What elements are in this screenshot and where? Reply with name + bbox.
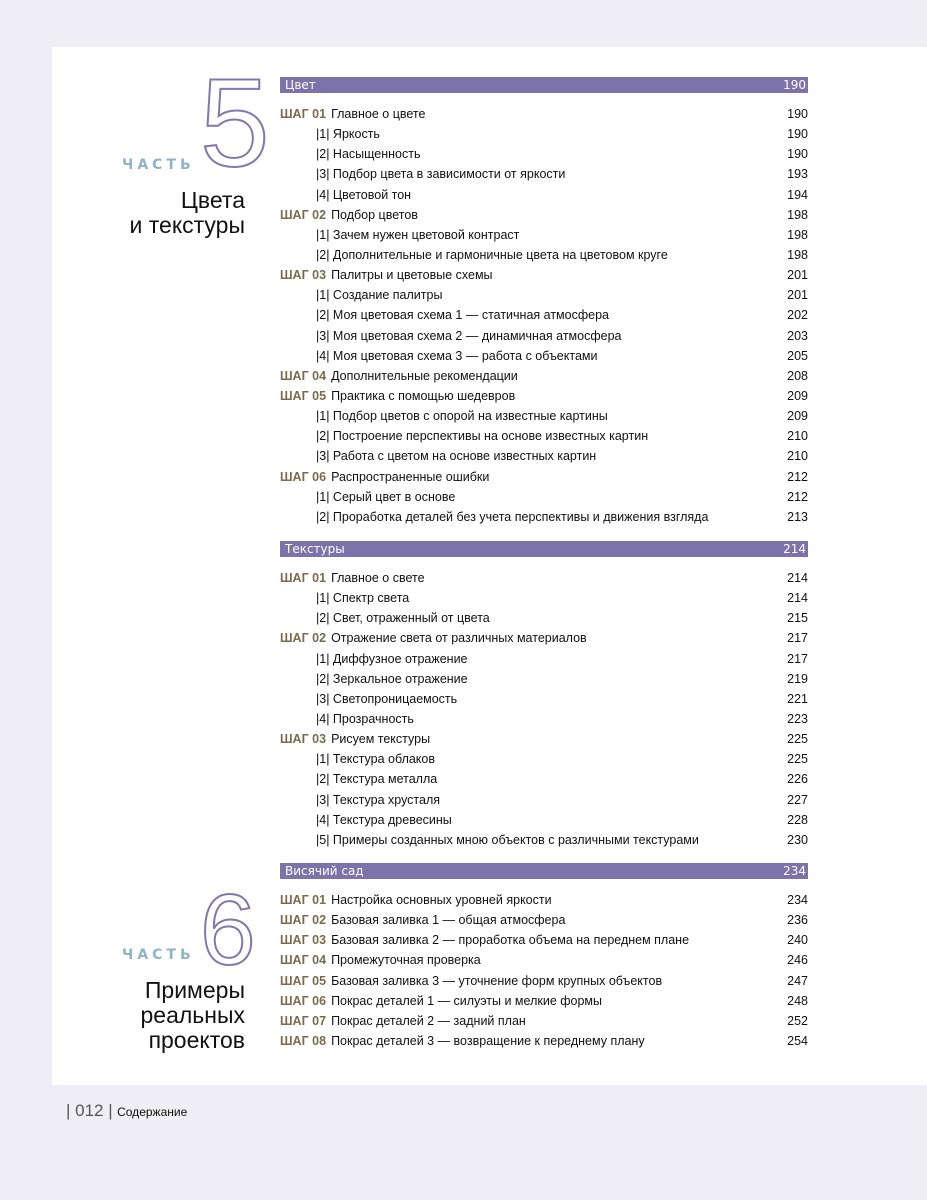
entry-title: |2| Свет, отраженный от цвета xyxy=(316,611,490,626)
entry-title: |4| Моя цветовая схема 3 — работа с объектами xyxy=(316,348,598,363)
entry-title: |1| Текстура облаков xyxy=(316,752,436,767)
section-title: Текстуры xyxy=(285,542,345,556)
part-number: 6 xyxy=(200,874,256,986)
entry-page: 230 xyxy=(787,832,808,847)
step-label: ШАГ 03 xyxy=(280,268,327,283)
step-label: ШАГ 02 xyxy=(280,913,327,928)
toc-entry[interactable] xyxy=(280,124,808,144)
entry-title: Рисуем текстуры xyxy=(331,732,431,747)
entry-page: 226 xyxy=(787,772,808,787)
entry-page: 212 xyxy=(787,469,808,484)
section-header[interactable] xyxy=(280,77,808,93)
part-title xyxy=(130,188,245,238)
toc-entry[interactable] xyxy=(280,608,808,628)
part-number: 5 xyxy=(200,54,270,193)
toc-entry[interactable] xyxy=(280,588,808,608)
part-title-line: реальных xyxy=(140,1002,245,1028)
entry-title: |1| Серый цвет в основе xyxy=(316,489,456,504)
toc-entry[interactable] xyxy=(280,810,808,830)
toc-entry[interactable] xyxy=(280,446,808,466)
toc-entry[interactable] xyxy=(280,426,808,446)
entry-page: 194 xyxy=(787,187,808,202)
entry-title: Практика с помощью шедевров xyxy=(331,388,516,403)
toc-entry[interactable] xyxy=(280,910,808,930)
toc-entry[interactable] xyxy=(280,406,808,426)
entry-page: 190 xyxy=(787,127,808,142)
part-title xyxy=(140,978,245,1053)
toc-entry[interactable] xyxy=(280,326,808,346)
entry-page: 213 xyxy=(787,509,808,524)
entry-page: 198 xyxy=(787,227,808,242)
entry-page: 225 xyxy=(787,752,808,767)
entry-title: |5| Примеры созданных мною объектов с различными текстурами xyxy=(316,832,699,847)
entry-title: |1| Создание палитры xyxy=(316,288,443,303)
entry-page: 248 xyxy=(787,993,808,1008)
entry-title: |2| Дополнительные и гармоничные цвета на цветовом круге xyxy=(316,247,668,262)
entry-title: |2| Проработка деталей без учета перспективы и движения взгляда xyxy=(316,509,709,524)
step-label: ШАГ 04 xyxy=(280,368,327,383)
entry-title: |1| Зачем нужен цветовой контраст xyxy=(316,227,520,242)
part-label: ЧАСТЬ xyxy=(122,947,195,963)
entry-title: Главное о цвете xyxy=(331,107,426,121)
entry-page: 209 xyxy=(787,409,808,424)
entry-page: 223 xyxy=(787,711,808,726)
toc-entry[interactable] xyxy=(280,950,808,970)
entry-page: 234 xyxy=(787,893,808,907)
step-label: ШАГ 08 xyxy=(280,1033,327,1048)
toc-entry[interactable] xyxy=(280,305,808,325)
entry-title: Промежуточная проверка xyxy=(331,953,481,968)
step-label: ШАГ 04 xyxy=(280,953,327,968)
entry-title: |4| Прозрачность xyxy=(316,711,414,726)
toc-entry[interactable] xyxy=(280,890,808,910)
toc-entry[interactable] xyxy=(280,487,808,507)
toc-entry[interactable] xyxy=(280,245,808,265)
entry-page: 198 xyxy=(787,207,808,222)
toc-entry[interactable] xyxy=(280,749,808,769)
toc-entry[interactable] xyxy=(280,769,808,789)
toc-entry[interactable] xyxy=(280,467,808,487)
entry-page: 254 xyxy=(787,1033,808,1048)
toc-entry[interactable] xyxy=(280,225,808,245)
entry-title: Базовая заливка 3 — уточнение форм крупных объектов xyxy=(331,973,663,988)
entry-title: |3| Моя цветовая схема 2 — динамичная атмосфера xyxy=(316,328,622,343)
entry-title: Палитры и цветовые схемы xyxy=(331,268,493,283)
entry-title: |2| Построение перспективы на основе известных картин xyxy=(316,429,649,444)
step-label: ШАГ 01 xyxy=(280,893,327,907)
toc-entry[interactable] xyxy=(280,104,808,124)
toc-entry[interactable] xyxy=(280,205,808,225)
entry-title: |3| Подбор цвета в зависимости от яркости xyxy=(316,167,566,182)
section-title: Цвет xyxy=(285,78,316,92)
entry-page: 217 xyxy=(787,651,808,666)
entry-title: |2| Моя цветовая схема 1 — статичная атмосфера xyxy=(316,308,609,323)
part-title-line: Примеры xyxy=(144,977,245,1003)
entry-page: 221 xyxy=(787,691,808,706)
section-page: 214 xyxy=(783,542,806,556)
entry-page: 236 xyxy=(787,913,808,928)
entry-title: |1| Яркость xyxy=(316,127,380,142)
toc-section-hanging-garden xyxy=(280,863,808,1051)
step-label: ШАГ 07 xyxy=(280,1013,327,1028)
toc-entry[interactable] xyxy=(280,1031,808,1051)
toc-entry[interactable] xyxy=(280,709,808,729)
entry-page: 210 xyxy=(787,429,808,444)
entry-title: |3| Работа с цветом на основе известных картин xyxy=(316,449,597,464)
toc-entry[interactable] xyxy=(280,285,808,305)
step-label: ШАГ 01 xyxy=(280,107,327,121)
entry-page: 201 xyxy=(787,268,808,283)
section-page: 234 xyxy=(783,864,806,878)
entry-title: |4| Цветовой тон xyxy=(316,187,412,202)
step-label: ШАГ 05 xyxy=(280,973,327,988)
entry-page: 212 xyxy=(787,489,808,504)
entry-title: Отражение света от различных материалов xyxy=(331,631,587,646)
part-label: ЧАСТЬ xyxy=(122,157,195,173)
toc-entry[interactable] xyxy=(280,265,808,285)
toc-entry[interactable] xyxy=(280,930,808,950)
entry-title: Распространенные ошибки xyxy=(331,469,490,484)
step-label: ШАГ 01 xyxy=(280,571,327,585)
entry-title: Базовая заливка 1 — общая атмосфера xyxy=(331,913,566,928)
entry-page: 214 xyxy=(787,571,808,585)
entry-title: |1| Подбор цветов с опорой на известные картины xyxy=(316,409,608,424)
entry-title: |2| Зеркальное отражение xyxy=(316,671,468,686)
entry-page: 205 xyxy=(787,348,808,363)
entry-page: 214 xyxy=(787,591,808,606)
toc-entry[interactable] xyxy=(280,649,808,669)
toc-entry[interactable] xyxy=(280,507,808,527)
step-label: ШАГ 02 xyxy=(280,207,327,222)
toc-section-color xyxy=(280,77,808,527)
entry-title: |2| Текстура металла xyxy=(316,772,438,787)
entry-page: 193 xyxy=(787,167,808,182)
entry-page: 209 xyxy=(787,388,808,403)
entry-title: Дополнительные рекомендации xyxy=(331,368,518,383)
entry-page: 208 xyxy=(787,368,808,383)
entry-title: Главное о свете xyxy=(331,571,425,585)
step-label: ШАГ 06 xyxy=(280,469,327,484)
part-title-line: и текстуры xyxy=(129,212,245,238)
entry-page: 190 xyxy=(787,147,808,162)
section-header[interactable] xyxy=(280,541,808,557)
toc-entry[interactable] xyxy=(280,790,808,810)
section-title: Висячий сад xyxy=(285,864,364,878)
entry-title: Базовая заливка 2 — проработка объема на переднем плане xyxy=(331,933,690,948)
section-page: 190 xyxy=(783,78,806,92)
toc-entry[interactable] xyxy=(280,971,808,991)
toc-entry[interactable] xyxy=(280,366,808,386)
toc-entry[interactable] xyxy=(280,991,808,1011)
entry-page: 215 xyxy=(787,611,808,626)
toc-section-textures xyxy=(280,541,808,850)
part-title-line: проектов xyxy=(148,1027,245,1053)
step-label: ШАГ 03 xyxy=(280,933,327,948)
entry-title: Подбор цветов xyxy=(331,207,418,222)
entry-title: Покрас деталей 3 — возвращение к переднему плану xyxy=(331,1033,645,1048)
footer-label: Содержание xyxy=(117,1105,188,1119)
toc-entry[interactable] xyxy=(280,386,808,406)
entry-page: 252 xyxy=(787,1013,808,1028)
step-label: ШАГ 06 xyxy=(280,993,327,1008)
entry-page: 247 xyxy=(787,973,808,988)
toc-entry[interactable] xyxy=(280,1011,808,1031)
entry-title: Покрас деталей 2 — задний план xyxy=(331,1013,526,1028)
entry-page: 246 xyxy=(787,953,808,968)
entry-title: |2| Насыщенность xyxy=(316,147,421,162)
entry-page: 201 xyxy=(787,288,808,303)
entry-page: 227 xyxy=(787,792,808,807)
entry-page: 202 xyxy=(787,308,808,323)
step-label: ШАГ 02 xyxy=(280,631,327,646)
footer xyxy=(66,1101,187,1121)
entry-page: 219 xyxy=(787,671,808,686)
toc-entry[interactable] xyxy=(280,689,808,709)
toc-entry[interactable] xyxy=(280,729,808,749)
toc-entry[interactable] xyxy=(280,185,808,205)
entry-title: Покрас деталей 1 — силуэты и мелкие формы xyxy=(331,993,603,1008)
toc-entry[interactable] xyxy=(280,669,808,689)
page-number: | 012 | xyxy=(66,1101,113,1120)
toc-entry[interactable] xyxy=(280,144,808,164)
section-header[interactable] xyxy=(280,863,808,879)
entry-page: 198 xyxy=(787,247,808,262)
entry-title: |3| Светопроницаемость xyxy=(316,691,458,706)
entry-page: 217 xyxy=(787,631,808,646)
toc-entry[interactable] xyxy=(280,346,808,366)
entry-page: 190 xyxy=(787,107,808,121)
toc-entry[interactable] xyxy=(280,628,808,648)
entry-title: Настройка основных уровней яркости xyxy=(331,893,552,907)
step-label: ШАГ 03 xyxy=(280,732,327,747)
entry-page: 210 xyxy=(787,449,808,464)
entry-page: 203 xyxy=(787,328,808,343)
toc-entry[interactable] xyxy=(280,164,808,184)
toc-entry[interactable] xyxy=(280,830,808,850)
entry-title: |3| Текстура хрусталя xyxy=(316,792,441,807)
entry-title: |4| Текстура древесины xyxy=(316,812,452,827)
step-label: ШАГ 05 xyxy=(280,388,327,403)
entry-page: 240 xyxy=(787,933,808,948)
entry-page: 228 xyxy=(787,812,808,827)
toc-entry[interactable] xyxy=(280,568,808,588)
part-title-line: Цвета xyxy=(180,187,245,213)
entry-page: 225 xyxy=(787,732,808,747)
entry-title: |1| Диффузное отражение xyxy=(316,651,468,666)
entry-title: |1| Спектр света xyxy=(316,591,410,606)
